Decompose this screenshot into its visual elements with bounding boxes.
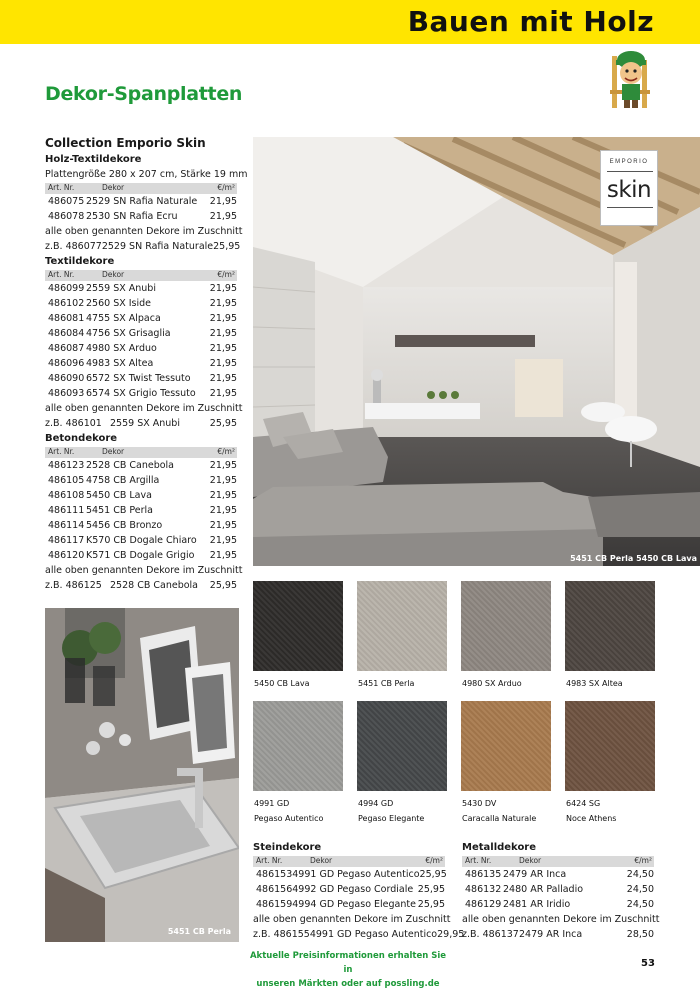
stein-table: [253, 840, 465, 942]
swatch-label: 6424 SG: [566, 799, 601, 808]
table-header: Art. Nr. Dekor €/m²: [45, 270, 237, 281]
logo-brand: EMPORIO: [609, 159, 649, 165]
table-row: 486087 4980 SX Arduo 21,95: [48, 343, 237, 354]
table-header: Art. Nr. Dekor €/m²: [45, 447, 237, 458]
example-row: z.B. 486077 2529 SN Rafia Naturale 25,95: [45, 241, 241, 252]
kitchen-photo: [45, 608, 239, 942]
swatch-5450-cb-lava: [253, 581, 343, 671]
kitchen-illustration: [45, 608, 239, 942]
table-row: 486159 4994 GD Pegaso Elegante 25,95: [256, 899, 445, 910]
swatch-name: Noce Athens: [566, 814, 617, 823]
footer-line-1: Aktuelle Preisinformationen erhalten Sie in: [249, 951, 447, 975]
table-row: 486075 2529 SN Rafia Naturale 21,95: [48, 196, 237, 207]
example-row: z.B. 486101 2559 SX Anubi 25,95: [45, 418, 237, 429]
table-row: 486123 2528 CB Canebola 21,95: [48, 460, 237, 471]
table-row: 486117 K570 CB Dogale Chiaro 21,95: [48, 535, 237, 546]
table-header: Art. Nr. Dekor €/m²: [462, 856, 654, 867]
cut-note: alle oben genannten Dekore im Zuschnitt: [462, 914, 660, 925]
mascot-logo: [606, 46, 656, 112]
footer-line-2: unseren Märkten oder auf possling.de: [256, 979, 440, 988]
size-info: Plattengröße 280 x 207 cm, Stärke 19 mm: [45, 169, 248, 180]
swatch-name: Pegaso Autentico: [254, 814, 324, 823]
photo-caption: 5451 CB Perla 5450 CB Lava: [570, 554, 697, 563]
swatch-4980-sx-arduo: [461, 581, 551, 671]
cut-note: alle oben genannten Dekore im Zuschnitt: [45, 565, 243, 576]
emporio-skin-logo: [600, 150, 658, 226]
swatch-4994-gd: [357, 701, 447, 791]
page-number: 53: [641, 958, 655, 969]
table-row: 486099 2559 SX Anubi 21,95: [48, 283, 237, 294]
table-row: 486129 2481 AR Iridio 24,50: [465, 899, 654, 910]
page-title: Dekor-Spanplatten: [45, 83, 243, 105]
table-row: 486114 5456 CB Bronzo 21,95: [48, 520, 237, 531]
swatch-label: 4983 SX Altea: [566, 679, 623, 688]
swatch-name: Pegaso Elegante: [358, 814, 425, 823]
textil-title: Textildekore: [45, 256, 115, 267]
table-row: 486153 4991 GD Pegaso Autentico 25,95: [256, 869, 447, 880]
col-price: €/m²: [217, 183, 235, 192]
table-row: 486081 4755 SX Alpaca 21,95: [48, 313, 237, 324]
col-dekor: Dekor: [102, 183, 125, 192]
table-row: 486084 4756 SX Grisaglia 21,95: [48, 328, 237, 339]
table-row: 486105 4758 CB Argilla 21,95: [48, 475, 237, 486]
price-list: [45, 136, 248, 593]
table-row: 486078 2530 SN Rafia Ecru 21,95: [48, 211, 237, 222]
table-row: 486108 5450 CB Lava 21,95: [48, 490, 237, 501]
table-row: 486111 5451 CB Perla 21,95: [48, 505, 237, 516]
swatch-4983-sx-altea: [565, 581, 655, 671]
photo-caption: 5451 CB Perla: [167, 927, 231, 936]
header-title: Bauen mit Holz: [407, 5, 654, 38]
footer-note: [246, 949, 450, 988]
example-row: z.B. 486155 4991 GD Pegaso Autentico 29,95: [253, 929, 465, 940]
table-row: 486093 6574 SX Grigio Tessuto 21,95: [48, 388, 237, 399]
swatch-label: 5451 CB Perla: [358, 679, 415, 688]
example-row: z.B. 486125 2528 CB Canebola 25,95: [45, 580, 237, 591]
table-row: 486135 2479 AR Inca 24,50: [465, 869, 654, 880]
table-row: 486120 K571 CB Dogale Grigio 21,95: [48, 550, 237, 561]
example-row: z.B. 486137 2479 AR Inca 28,50: [462, 929, 654, 940]
beton-title: Betondekore: [45, 433, 118, 444]
swatch-5430-dv: [461, 701, 551, 791]
table-row: 486102 2560 SX Iside 21,95: [48, 298, 237, 309]
metall-table: [462, 840, 660, 942]
table-row: 486156 4992 GD Pegaso Cordiale 25,95: [256, 884, 445, 895]
swatch-label: 4980 SX Arduo: [462, 679, 522, 688]
cut-note: alle oben genannten Dekore im Zuschnitt: [253, 914, 451, 925]
table-row: 486090 6572 SX Twist Tessuto 21,95: [48, 373, 237, 384]
swatch-label: 4994 GD: [358, 799, 394, 808]
swatch-4991-gd: [253, 701, 343, 791]
swatch-6424-sg: [565, 701, 655, 791]
table-header: Art. Nr. Dekor €/m²: [253, 856, 445, 867]
swatch-label: 5430 DV: [462, 799, 497, 808]
holz-title: Holz-Textildekore: [45, 154, 142, 165]
cut-note: alle oben genannten Dekore im Zuschnitt: [45, 403, 243, 414]
cut-note: alle oben genannten Dekore im Zuschnitt: [45, 226, 243, 237]
swatch-5451-cb-perla: [357, 581, 447, 671]
table-row: 486096 4983 SX Altea 21,95: [48, 358, 237, 369]
swatch-label: 4991 GD: [254, 799, 290, 808]
logo-name: skin: [606, 177, 652, 203]
stein-title: Steindekore: [253, 842, 322, 853]
table-row: 486132 2480 AR Palladio 24,50: [465, 884, 654, 895]
metall-title: Metalldekore: [462, 842, 537, 853]
collection-title: Collection Emporio Skin: [45, 136, 206, 150]
table-header: [45, 183, 237, 194]
swatch-label: 5450 CB Lava: [254, 679, 310, 688]
col-nr: Art. Nr.: [48, 183, 75, 192]
swatch-name: Caracalla Naturale: [462, 814, 537, 823]
